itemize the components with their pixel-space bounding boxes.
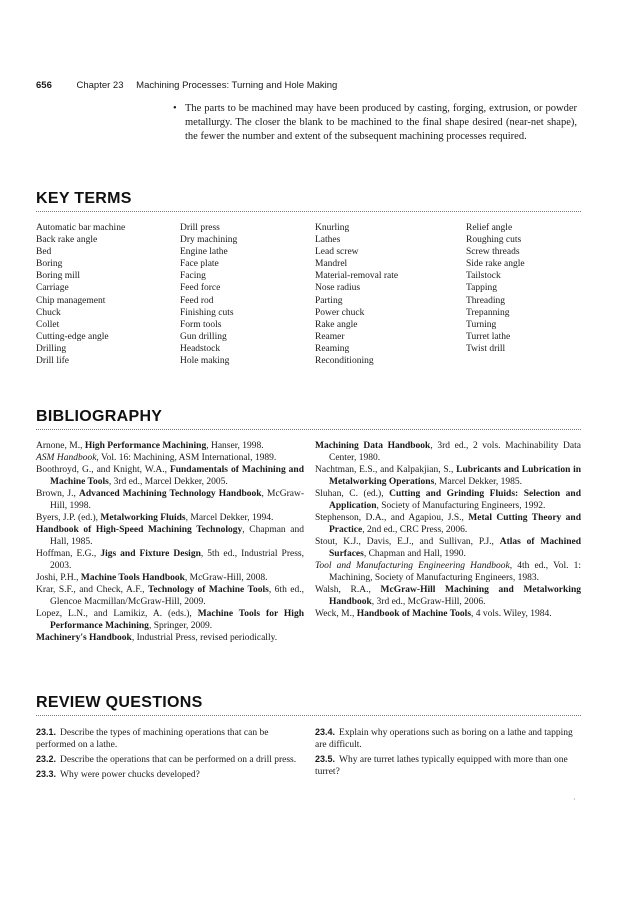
question-text: Describe the operations that can be performed on a drill press. bbox=[60, 755, 297, 765]
entry-title: Machine Tools Handbook bbox=[80, 573, 185, 583]
entry-authors: Brown, J., bbox=[36, 489, 79, 499]
bibliography-entry bbox=[315, 560, 581, 584]
key-term: Cutting-edge angle bbox=[36, 331, 109, 342]
entry-authors: Arnone, M., bbox=[36, 441, 85, 451]
bibliography-entry bbox=[36, 440, 304, 452]
entry-title: Machining Data Handbook bbox=[315, 441, 431, 451]
page-number: 656 bbox=[36, 80, 52, 91]
bibliography-entry bbox=[36, 464, 304, 488]
entry-title: Handbook of High-Speed Machining Technology bbox=[36, 525, 243, 535]
review-question bbox=[315, 753, 581, 778]
entry-publication: , Hanser, 1998. bbox=[206, 441, 264, 451]
entry-publication: , 4 vols. Wiley, 1984. bbox=[471, 609, 552, 619]
entry-title: High Performance Machining bbox=[84, 441, 207, 451]
running-header bbox=[36, 80, 600, 91]
intro-bullet-paragraph bbox=[173, 102, 577, 144]
key-term: Headstock bbox=[180, 343, 221, 354]
key-term: Mandrel bbox=[315, 259, 348, 270]
entry-publication: , 5th ed., Industrial Press, 2003. bbox=[50, 549, 304, 571]
key-term: Screw threads bbox=[466, 247, 520, 258]
key-term: Face plate bbox=[180, 259, 219, 270]
key-term: Finishing cuts bbox=[180, 307, 234, 318]
key-term: Automatic bar machine bbox=[36, 223, 126, 233]
key-term: Reconditioning bbox=[315, 356, 374, 367]
entry-authors: Stout, K.J., Davis, E.J., and Sullivan, P.J., bbox=[315, 537, 500, 547]
bibliography-left-column bbox=[36, 440, 304, 644]
entry-title: Tool and Manufacturing Engineering Handbook bbox=[315, 561, 510, 571]
bibliography-entry bbox=[36, 572, 304, 584]
key-term: Hole making bbox=[180, 356, 230, 367]
entry-title: Atlas of Machined Surfaces bbox=[329, 537, 581, 559]
question-text: Why are turret lathes typically equipped with more than one turret? bbox=[315, 755, 568, 777]
key-terms-heading: KEY TERMS bbox=[36, 190, 132, 207]
entry-authors: Nachtman, E.S., and Kalpakjian, S., bbox=[315, 465, 457, 475]
key-term: Bed bbox=[36, 247, 52, 258]
question-number: 23.5. bbox=[315, 754, 336, 764]
entry-title: McGraw-Hill Machining and Metalworking Handbook bbox=[329, 585, 581, 607]
review-question bbox=[36, 753, 304, 766]
key-terms-column bbox=[180, 222, 237, 367]
key-term: Nose radius bbox=[315, 283, 361, 294]
question-number: 23.4. bbox=[315, 727, 336, 737]
entry-publication: , Chapman and Hall, 1985. bbox=[50, 525, 304, 547]
bibliography-entry bbox=[36, 608, 304, 632]
entry-title: Machinery's Handbook bbox=[36, 633, 132, 643]
entry-authors: Stephenson, D.A., and Agapiou, J.S., bbox=[315, 513, 469, 523]
key-terms-column bbox=[315, 222, 398, 367]
question-text: Describe the types of machining operations that can be performed on a lathe. bbox=[36, 728, 269, 750]
entry-title: Cutting and Grinding Fluids: Selection and Application bbox=[329, 489, 581, 511]
key-terms-column bbox=[36, 222, 125, 367]
bibliography-entry bbox=[315, 440, 581, 464]
key-term: Reaming bbox=[315, 343, 350, 354]
review-question bbox=[36, 768, 304, 781]
bibliography-entry bbox=[36, 488, 304, 512]
stray-mark: · bbox=[573, 795, 576, 804]
entry-title: Fundamentals of Machining and Machine Tools bbox=[50, 465, 304, 487]
entry-publication: , Chapman and Hall, 1990. bbox=[363, 549, 466, 559]
entry-title: Technology of Machine Tools bbox=[147, 585, 269, 595]
key-term: Parting bbox=[315, 295, 343, 306]
entry-publication: , Vol. 16: Machining, ASM International, 1989. bbox=[96, 453, 277, 463]
key-terms-column bbox=[466, 222, 525, 355]
key-term: Facing bbox=[180, 271, 206, 282]
entry-publication: , Springer, 2009. bbox=[148, 621, 213, 631]
bullet-icon: • bbox=[173, 103, 177, 114]
review-questions-right-column bbox=[315, 726, 581, 780]
entry-title: Jigs and Fixture Design bbox=[100, 549, 201, 559]
bibliography-rule bbox=[36, 429, 581, 430]
key-term: Collet bbox=[36, 319, 60, 330]
key-term: Boring bbox=[36, 259, 63, 270]
entry-title: Machine Tools for High Performance Machining bbox=[50, 609, 304, 631]
question-number: 23.3. bbox=[36, 769, 57, 779]
bibliography-entry bbox=[315, 608, 581, 620]
bibliography-entry bbox=[36, 548, 304, 572]
chapter-label: Chapter 23 bbox=[76, 80, 124, 91]
entry-publication: , 2nd ed., CRC Press, 2006. bbox=[362, 525, 468, 535]
key-term: Turning bbox=[466, 319, 497, 330]
key-term: Back rake angle bbox=[36, 235, 98, 246]
key-term: Lead screw bbox=[315, 247, 359, 258]
intro-text: The parts to be machined may have been produced by casting, forging, extrusion, or powder metallurgy. The closer the blank to be machined to the final shape desired (near-net shape), the fewer the number and extent of the subsequent machining processes required. bbox=[185, 103, 577, 142]
key-term: Rake angle bbox=[315, 319, 358, 330]
bibliography-entry bbox=[36, 632, 304, 644]
bibliography-entry bbox=[315, 464, 581, 488]
key-term: Tailstock bbox=[466, 271, 501, 282]
review-questions-left-column bbox=[36, 726, 304, 783]
entry-title: Handbook of Machine Tools bbox=[356, 609, 472, 619]
entry-title: Lubricants and Lubrication in Metalworking Operations bbox=[329, 465, 582, 487]
question-number: 23.2. bbox=[36, 754, 57, 764]
bibliography-entry bbox=[36, 452, 304, 464]
key-term: Feed rod bbox=[180, 295, 214, 306]
entry-title: Advanced Machining Technology Handbook bbox=[78, 489, 262, 499]
key-term: Lathes bbox=[315, 235, 341, 246]
entry-title: Metal Cutting Theory and Practice bbox=[329, 513, 581, 535]
key-term: Carriage bbox=[36, 283, 69, 294]
bibliography-entry bbox=[315, 536, 581, 560]
entry-publication: , 4th ed., Vol. 1: Machining, Society of Manufacturing Engineers, 1983. bbox=[329, 561, 581, 583]
entry-publication: , 3rd ed., 2 vols. Machinability Data Center, 1980. bbox=[329, 441, 581, 463]
key-term: Power chuck bbox=[315, 307, 365, 318]
question-text: Explain why operations such as boring on a lathe and tapping are difficult. bbox=[315, 728, 573, 750]
key-term: Knurling bbox=[315, 223, 350, 233]
key-term: Drill press bbox=[180, 223, 220, 233]
key-term: Trepanning bbox=[466, 307, 510, 318]
review-question bbox=[36, 726, 304, 751]
key-term: Drill life bbox=[36, 356, 69, 367]
key-term: Material-removal rate bbox=[315, 271, 399, 282]
entry-authors: Byers, J.P. (ed.), bbox=[36, 513, 101, 523]
bibliography-entry bbox=[315, 512, 581, 536]
entry-title: ASM Handbook bbox=[36, 453, 97, 463]
key-term: Relief angle bbox=[466, 223, 513, 233]
review-question bbox=[315, 726, 581, 751]
review-questions-rule bbox=[36, 715, 581, 716]
key-term: Chip management bbox=[36, 295, 106, 306]
question-text: Why were power chucks developed? bbox=[60, 770, 200, 780]
bibliography-entry bbox=[36, 512, 304, 524]
bibliography-entry bbox=[315, 584, 581, 608]
entry-authors: Weck, M., bbox=[315, 609, 357, 619]
entry-authors: Lopez, L.N., and Lamikiz, A. (eds.), bbox=[36, 609, 198, 619]
key-term: Feed force bbox=[180, 283, 221, 294]
key-term: Chuck bbox=[36, 307, 61, 318]
entry-authors: Joshi, P.H., bbox=[36, 573, 81, 583]
bibliography-right-column bbox=[315, 440, 581, 620]
review-questions-heading: REVIEW QUESTIONS bbox=[36, 694, 203, 711]
entry-publication: , 6th ed., Glencoe Macmillan/McGraw-Hill, 2009. bbox=[50, 585, 304, 607]
key-term: Dry machining bbox=[180, 235, 238, 246]
key-term: Boring mill bbox=[36, 271, 81, 282]
key-term: Threading bbox=[466, 295, 506, 306]
question-number: 23.1. bbox=[36, 727, 57, 737]
key-terms-rule bbox=[36, 211, 581, 212]
bibliography-entry bbox=[315, 488, 581, 512]
key-term: Form tools bbox=[180, 319, 222, 330]
entry-publication: , McGraw-Hill, 1998. bbox=[50, 489, 304, 511]
entry-publication: , Marcel Dekker, 1994. bbox=[185, 513, 274, 523]
entry-authors: Boothroyd, G., and Knight, W.A., bbox=[36, 465, 170, 475]
key-term: Turret lathe bbox=[466, 331, 511, 342]
entry-authors: Sluhan, C. (ed.), bbox=[315, 489, 390, 499]
key-term: Roughing cuts bbox=[466, 235, 522, 246]
key-term: Reamer bbox=[315, 331, 345, 342]
key-term: Twist drill bbox=[466, 343, 506, 354]
entry-publication: , 3rd ed., Marcel Dekker, 2005. bbox=[108, 477, 228, 487]
key-term: Tapping bbox=[466, 283, 497, 294]
key-term: Gun drilling bbox=[180, 331, 227, 342]
bibliography-heading: BIBLIOGRAPHY bbox=[36, 408, 163, 425]
key-term: Drilling bbox=[36, 343, 67, 354]
bibliography-entry bbox=[36, 524, 304, 548]
entry-publication: , 3rd ed., McGraw-Hill, 2006. bbox=[371, 597, 486, 607]
entry-publication: , Society of Manufacturing Engineers, 1992. bbox=[376, 501, 546, 511]
entry-publication: , Industrial Press, revised periodically. bbox=[131, 633, 278, 643]
entry-publication: , Marcel Dekker, 1985. bbox=[434, 477, 523, 487]
bibliography-entry bbox=[36, 584, 304, 608]
key-term: Engine lathe bbox=[180, 247, 228, 258]
entry-title: Metalworking Fluids bbox=[100, 513, 186, 523]
chapter-title: Machining Processes: Turning and Hole Making bbox=[136, 80, 338, 91]
entry-publication: , McGraw-Hill, 2008. bbox=[184, 573, 268, 583]
key-term: Side rake angle bbox=[466, 259, 525, 270]
entry-authors: Walsh, R.A., bbox=[315, 585, 381, 595]
entry-authors: Hoffman, E.G., bbox=[36, 549, 101, 559]
entry-authors: Krar, S.F., and Check, A.F., bbox=[36, 585, 148, 595]
